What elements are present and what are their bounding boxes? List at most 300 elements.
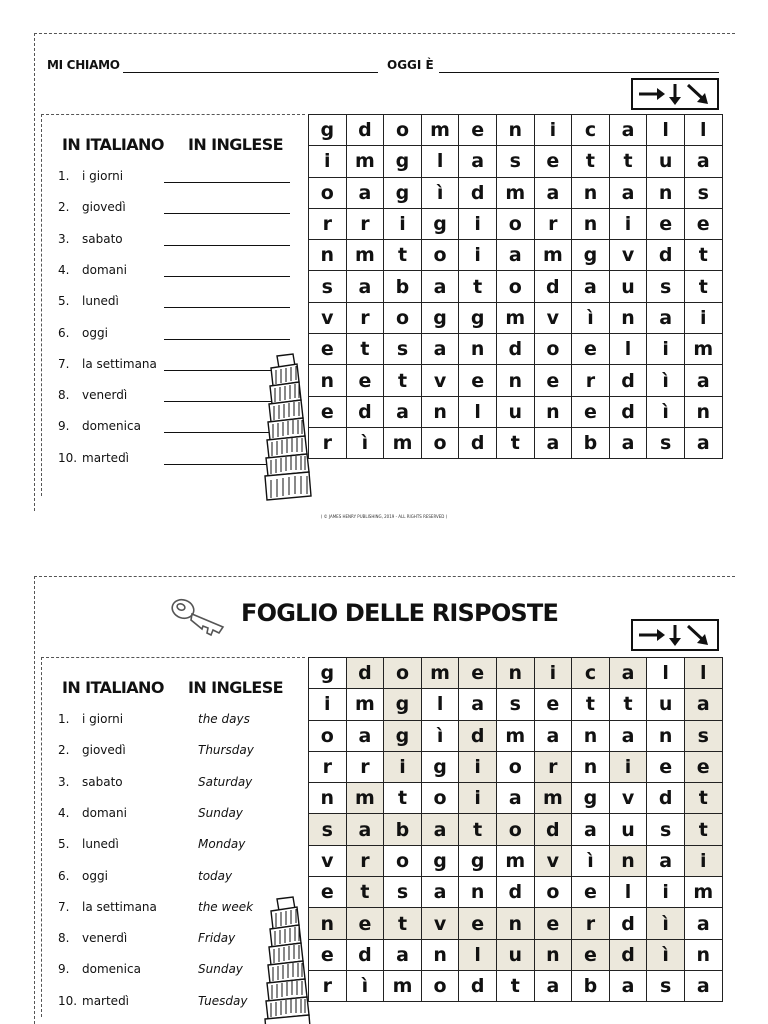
grid-cell: n bbox=[309, 908, 347, 939]
grid-cell[interactable]: v bbox=[535, 303, 573, 334]
grid-cell[interactable]: e bbox=[309, 397, 347, 428]
grid-cell[interactable]: n bbox=[309, 240, 347, 271]
grid-cell: t bbox=[347, 877, 385, 908]
grid-cell: t bbox=[610, 689, 648, 720]
vocab-number: 10. bbox=[58, 993, 78, 1008]
grid-cell[interactable]: d bbox=[459, 178, 497, 209]
grid-cell[interactable]: a bbox=[572, 271, 610, 302]
vocab-number: 9. bbox=[58, 962, 70, 977]
key-icon bbox=[167, 595, 231, 639]
grid-cell: a bbox=[685, 971, 723, 1002]
grid-cell[interactable]: e bbox=[535, 365, 573, 396]
grid-cell: t bbox=[384, 783, 422, 814]
direction-arrows-icon bbox=[631, 78, 719, 110]
grid-cell: t bbox=[572, 689, 610, 720]
grid-cell: ì bbox=[572, 846, 610, 877]
grid-cell: l bbox=[647, 658, 685, 689]
grid-cell[interactable]: e bbox=[647, 209, 685, 240]
vocab-number: 7. bbox=[58, 356, 70, 371]
grid-cell: r bbox=[309, 752, 347, 783]
grid-cell: n bbox=[459, 877, 497, 908]
grid-cell: i bbox=[685, 846, 723, 877]
english-column-header: IN INGLESE bbox=[188, 135, 283, 154]
grid-cell[interactable]: v bbox=[422, 365, 460, 396]
grid-cell: a bbox=[685, 908, 723, 939]
vocab-number: 4. bbox=[58, 805, 70, 820]
grid-cell: n bbox=[422, 940, 460, 971]
grid-cell[interactable]: n bbox=[572, 178, 610, 209]
grid-cell[interactable]: a bbox=[685, 146, 723, 177]
vocab-number: 4. bbox=[58, 262, 70, 277]
grid-cell[interactable]: d bbox=[459, 428, 497, 459]
answer-blank-line[interactable] bbox=[164, 213, 290, 214]
grid-cell: g bbox=[459, 846, 497, 877]
grid-cell[interactable]: n bbox=[422, 397, 460, 428]
vocab-number: 2. bbox=[58, 743, 70, 758]
word-search-grid[interactable] bbox=[308, 114, 723, 459]
grid-cell[interactable]: d bbox=[347, 115, 385, 146]
grid-cell: d bbox=[459, 971, 497, 1002]
vocab-italian-word: sabato bbox=[82, 774, 123, 789]
grid-cell: d bbox=[535, 814, 573, 845]
vocab-number: 9. bbox=[58, 419, 70, 434]
grid-cell: a bbox=[535, 971, 573, 1002]
grid-cell: s bbox=[497, 689, 535, 720]
italian-column-header: IN ITALIANO bbox=[62, 135, 164, 154]
grid-cell: m bbox=[384, 971, 422, 1002]
grid-cell[interactable]: r bbox=[572, 365, 610, 396]
vocab-italian-word: lunedì bbox=[82, 294, 119, 309]
grid-cell[interactable]: o bbox=[535, 334, 573, 365]
answer-word-search-grid bbox=[308, 657, 723, 1002]
grid-cell[interactable]: e bbox=[572, 334, 610, 365]
grid-cell[interactable]: u bbox=[610, 271, 648, 302]
grid-cell: ì bbox=[647, 940, 685, 971]
vocab-italian-word: domenica bbox=[82, 419, 141, 434]
grid-cell[interactable]: t bbox=[384, 240, 422, 271]
grid-cell[interactable]: u bbox=[497, 397, 535, 428]
grid-cell: e bbox=[685, 752, 723, 783]
grid-cell: i bbox=[384, 752, 422, 783]
grid-cell[interactable]: c bbox=[572, 115, 610, 146]
grid-cell: b bbox=[572, 971, 610, 1002]
name-field-line[interactable] bbox=[123, 72, 378, 73]
grid-cell[interactable]: r bbox=[309, 428, 347, 459]
grid-cell[interactable]: o bbox=[497, 209, 535, 240]
vocab-english-answer: Thursday bbox=[198, 743, 254, 758]
vocab-italian-word: oggi bbox=[82, 325, 108, 340]
grid-cell: l bbox=[459, 940, 497, 971]
grid-cell: ì bbox=[647, 908, 685, 939]
vocab-italian-word: i giorni bbox=[82, 169, 124, 183]
copyright-notice: ( © JAMES HENRY PUBLISHING, 2019 - ALL RIGHTS RESERVED ) bbox=[320, 514, 448, 519]
vocab-number: 3. bbox=[58, 231, 70, 246]
grid-cell[interactable]: ì bbox=[347, 428, 385, 459]
grid-cell[interactable]: a bbox=[610, 115, 648, 146]
grid-cell: n bbox=[497, 658, 535, 689]
grid-cell: o bbox=[422, 783, 460, 814]
grid-cell[interactable]: r bbox=[309, 209, 347, 240]
grid-cell[interactable]: e bbox=[535, 146, 573, 177]
grid-cell[interactable]: l bbox=[610, 334, 648, 365]
grid-cell: n bbox=[610, 846, 648, 877]
grid-cell: g bbox=[422, 752, 460, 783]
grid-cell: t bbox=[685, 814, 723, 845]
grid-cell: m bbox=[347, 783, 385, 814]
grid-cell: i bbox=[459, 783, 497, 814]
grid-cell[interactable]: b bbox=[572, 428, 610, 459]
grid-cell[interactable]: d bbox=[347, 397, 385, 428]
grid-cell[interactable]: n bbox=[309, 365, 347, 396]
vocab-italian-word: sabato bbox=[82, 231, 123, 246]
vocab-number: 6. bbox=[58, 325, 70, 340]
grid-cell: m bbox=[347, 689, 385, 720]
grid-cell: a bbox=[384, 940, 422, 971]
grid-cell: s bbox=[647, 814, 685, 845]
grid-cell[interactable]: m bbox=[422, 115, 460, 146]
grid-cell: v bbox=[610, 783, 648, 814]
grid-cell[interactable]: o bbox=[384, 303, 422, 334]
grid-cell[interactable]: m bbox=[384, 428, 422, 459]
grid-cell: n bbox=[497, 908, 535, 939]
grid-cell: n bbox=[647, 721, 685, 752]
grid-cell: a bbox=[572, 814, 610, 845]
grid-cell[interactable]: n bbox=[610, 303, 648, 334]
grid-cell: t bbox=[459, 814, 497, 845]
vocab-english-answer: today bbox=[198, 868, 233, 883]
grid-cell[interactable]: a bbox=[610, 428, 648, 459]
grid-cell: n bbox=[535, 940, 573, 971]
grid-cell[interactable]: n bbox=[685, 397, 723, 428]
grid-cell: d bbox=[610, 908, 648, 939]
grid-cell[interactable]: d bbox=[535, 271, 573, 302]
grid-cell: a bbox=[610, 971, 648, 1002]
grid-cell[interactable]: t bbox=[384, 365, 422, 396]
grid-cell[interactable]: u bbox=[647, 146, 685, 177]
grid-cell[interactable]: n bbox=[497, 115, 535, 146]
grid-cell[interactable]: a bbox=[497, 240, 535, 271]
grid-cell: e bbox=[572, 877, 610, 908]
vocab-italian-word: martedì bbox=[82, 993, 130, 1008]
grid-cell[interactable]: i bbox=[610, 209, 648, 240]
grid-cell: o bbox=[497, 752, 535, 783]
grid-cell[interactable]: a bbox=[610, 178, 648, 209]
grid-cell[interactable]: ì bbox=[422, 178, 460, 209]
grid-cell[interactable]: s bbox=[685, 178, 723, 209]
grid-cell[interactable]: r bbox=[347, 209, 385, 240]
grid-cell[interactable]: t bbox=[497, 428, 535, 459]
grid-cell[interactable]: o bbox=[422, 240, 460, 271]
grid-cell: l bbox=[422, 689, 460, 720]
grid-cell[interactable]: r bbox=[347, 303, 385, 334]
grid-cell[interactable]: g bbox=[422, 303, 460, 334]
vocab-number: 5. bbox=[58, 837, 70, 852]
grid-cell[interactable]: e bbox=[309, 334, 347, 365]
answer-blank-line[interactable] bbox=[164, 245, 290, 246]
grid-cell: d bbox=[497, 877, 535, 908]
grid-cell[interactable]: n bbox=[497, 365, 535, 396]
grid-cell: a bbox=[459, 689, 497, 720]
grid-cell[interactable]: g bbox=[422, 209, 460, 240]
grid-cell[interactable]: r bbox=[535, 209, 573, 240]
grid-cell[interactable]: g bbox=[459, 303, 497, 334]
grid-cell[interactable]: a bbox=[422, 271, 460, 302]
vocab-italian-word: lunedì bbox=[82, 837, 119, 852]
worksheet bbox=[34, 33, 735, 511]
grid-cell: v bbox=[535, 846, 573, 877]
grid-cell: t bbox=[685, 783, 723, 814]
grid-cell: c bbox=[572, 658, 610, 689]
grid-cell: n bbox=[685, 940, 723, 971]
grid-cell[interactable]: b bbox=[384, 271, 422, 302]
grid-cell[interactable]: ì bbox=[572, 303, 610, 334]
grid-cell[interactable]: o bbox=[422, 428, 460, 459]
vocab-english-answer: Saturday bbox=[198, 774, 253, 789]
grid-cell: a bbox=[685, 689, 723, 720]
grid-cell[interactable]: t bbox=[459, 271, 497, 302]
grid-cell: s bbox=[685, 721, 723, 752]
grid-cell[interactable]: s bbox=[647, 271, 685, 302]
grid-cell[interactable]: ì bbox=[647, 365, 685, 396]
grid-cell[interactable]: d bbox=[610, 397, 648, 428]
grid-cell: r bbox=[309, 971, 347, 1002]
grid-cell[interactable]: a bbox=[647, 303, 685, 334]
grid-cell: v bbox=[422, 908, 460, 939]
grid-cell[interactable]: ì bbox=[647, 397, 685, 428]
grid-cell[interactable]: a bbox=[347, 271, 385, 302]
grid-cell[interactable]: d bbox=[497, 334, 535, 365]
grid-cell: g bbox=[384, 721, 422, 752]
answer-sheet-title: FOGLIO DELLE RISPOSTE bbox=[241, 599, 559, 627]
grid-cell: a bbox=[347, 721, 385, 752]
answer-blank-line[interactable] bbox=[164, 307, 290, 308]
grid-cell: d bbox=[647, 783, 685, 814]
vocab-english-answer: Friday bbox=[198, 931, 236, 946]
grid-cell[interactable]: a bbox=[347, 178, 385, 209]
leaning-tower-of-pisa-icon bbox=[257, 352, 321, 502]
grid-cell[interactable]: l bbox=[422, 146, 460, 177]
grid-cell: r bbox=[347, 846, 385, 877]
grid-cell: n bbox=[572, 721, 610, 752]
grid-cell: b bbox=[384, 814, 422, 845]
grid-cell: g bbox=[572, 783, 610, 814]
grid-cell: n bbox=[572, 752, 610, 783]
grid-cell: e bbox=[647, 752, 685, 783]
grid-cell[interactable]: i bbox=[459, 240, 497, 271]
grid-cell: u bbox=[497, 940, 535, 971]
grid-cell: d bbox=[347, 940, 385, 971]
date-label: OGGI È bbox=[387, 58, 434, 72]
grid-cell[interactable]: i bbox=[685, 303, 723, 334]
grid-cell: u bbox=[647, 689, 685, 720]
grid-cell[interactable]: e bbox=[459, 365, 497, 396]
grid-cell: a bbox=[647, 846, 685, 877]
grid-cell: o bbox=[384, 846, 422, 877]
answer-sheet bbox=[34, 576, 735, 1024]
vocab-number: 8. bbox=[58, 931, 70, 946]
vocab-english-answer: Tuesday bbox=[198, 993, 248, 1008]
vocab-number: 10. bbox=[58, 450, 78, 465]
grid-cell: e bbox=[535, 689, 573, 720]
vocab-number: 7. bbox=[58, 899, 70, 914]
grid-cell: s bbox=[309, 814, 347, 845]
grid-cell: i bbox=[309, 689, 347, 720]
grid-cell: ì bbox=[422, 721, 460, 752]
grid-cell[interactable]: o bbox=[384, 115, 422, 146]
grid-cell[interactable]: i bbox=[535, 115, 573, 146]
grid-cell[interactable]: g bbox=[309, 115, 347, 146]
grid-cell[interactable]: a bbox=[422, 334, 460, 365]
grid-cell[interactable]: i bbox=[647, 334, 685, 365]
grid-cell[interactable]: e bbox=[572, 397, 610, 428]
leaning-tower-of-pisa-icon bbox=[257, 895, 321, 1024]
grid-cell[interactable]: n bbox=[647, 178, 685, 209]
grid-cell[interactable]: m bbox=[347, 146, 385, 177]
grid-cell[interactable]: a bbox=[685, 428, 723, 459]
grid-cell: e bbox=[459, 658, 497, 689]
grid-cell[interactable]: d bbox=[647, 240, 685, 271]
grid-cell: e bbox=[347, 908, 385, 939]
grid-cell[interactable]: l bbox=[459, 397, 497, 428]
grid-cell[interactable]: n bbox=[459, 334, 497, 365]
date-field-line[interactable] bbox=[439, 72, 719, 73]
grid-cell: d bbox=[610, 940, 648, 971]
grid-cell: o bbox=[309, 721, 347, 752]
grid-cell[interactable]: i bbox=[459, 209, 497, 240]
grid-cell: t bbox=[384, 908, 422, 939]
grid-cell: a bbox=[497, 783, 535, 814]
grid-cell: m bbox=[422, 658, 460, 689]
grid-cell[interactable]: v bbox=[309, 303, 347, 334]
vocab-english-answer: Sunday bbox=[198, 805, 243, 820]
answer-blank-line[interactable] bbox=[164, 182, 290, 183]
grid-cell: m bbox=[535, 783, 573, 814]
grid-cell: a bbox=[610, 721, 648, 752]
grid-cell: g bbox=[422, 846, 460, 877]
grid-cell[interactable]: s bbox=[309, 271, 347, 302]
answer-blank-line[interactable] bbox=[164, 339, 290, 340]
grid-cell[interactable]: t bbox=[347, 334, 385, 365]
grid-cell: r bbox=[572, 908, 610, 939]
grid-cell[interactable]: m bbox=[685, 334, 723, 365]
grid-cell: i bbox=[647, 877, 685, 908]
vocab-number: 3. bbox=[58, 774, 70, 789]
grid-cell[interactable]: v bbox=[610, 240, 648, 271]
vocab-italian-word: domani bbox=[82, 805, 127, 820]
grid-cell: o bbox=[535, 877, 573, 908]
grid-cell: e bbox=[572, 940, 610, 971]
english-column-header: IN INGLESE bbox=[188, 678, 283, 697]
grid-cell[interactable]: a bbox=[459, 146, 497, 177]
grid-cell[interactable]: s bbox=[497, 146, 535, 177]
grid-cell[interactable]: t bbox=[610, 146, 648, 177]
grid-cell[interactable]: g bbox=[384, 178, 422, 209]
grid-cell[interactable]: g bbox=[572, 240, 610, 271]
grid-cell[interactable]: i bbox=[309, 146, 347, 177]
vocab-number: 1. bbox=[58, 169, 70, 183]
grid-cell: n bbox=[309, 783, 347, 814]
vocab-number: 5. bbox=[58, 294, 70, 309]
grid-cell[interactable]: m bbox=[535, 240, 573, 271]
grid-cell: o bbox=[497, 814, 535, 845]
vocab-number: 6. bbox=[58, 868, 70, 883]
grid-cell[interactable]: t bbox=[685, 271, 723, 302]
grid-cell: t bbox=[497, 971, 535, 1002]
grid-cell: r bbox=[347, 752, 385, 783]
grid-cell[interactable]: e bbox=[459, 115, 497, 146]
grid-cell: g bbox=[309, 658, 347, 689]
grid-cell: m bbox=[685, 877, 723, 908]
grid-cell: e bbox=[309, 940, 347, 971]
grid-cell: a bbox=[422, 814, 460, 845]
vocab-italian-word: domenica bbox=[82, 962, 141, 977]
grid-cell: a bbox=[535, 721, 573, 752]
grid-cell: e bbox=[309, 877, 347, 908]
grid-cell[interactable]: g bbox=[384, 146, 422, 177]
grid-cell: a bbox=[610, 658, 648, 689]
vocab-number: 1. bbox=[58, 712, 70, 726]
grid-cell: r bbox=[535, 752, 573, 783]
vocab-english-answer: the days bbox=[198, 712, 250, 726]
grid-cell[interactable]: t bbox=[685, 240, 723, 271]
italian-column-header: IN ITALIANO bbox=[62, 678, 164, 697]
grid-cell[interactable]: e bbox=[347, 365, 385, 396]
grid-cell[interactable]: s bbox=[647, 428, 685, 459]
grid-cell[interactable]: d bbox=[610, 365, 648, 396]
grid-cell: i bbox=[459, 752, 497, 783]
grid-cell[interactable]: a bbox=[535, 178, 573, 209]
grid-cell: a bbox=[422, 877, 460, 908]
grid-cell[interactable]: m bbox=[497, 178, 535, 209]
grid-cell[interactable]: o bbox=[309, 178, 347, 209]
vocab-italian-word: la settimana bbox=[82, 899, 157, 914]
grid-cell: d bbox=[459, 721, 497, 752]
grid-cell[interactable]: l bbox=[647, 115, 685, 146]
vocab-italian-word: domani bbox=[82, 262, 127, 277]
name-label: MI CHIAMO bbox=[47, 58, 120, 72]
grid-cell: a bbox=[347, 814, 385, 845]
grid-cell: ì bbox=[347, 971, 385, 1002]
grid-cell[interactable]: o bbox=[497, 271, 535, 302]
grid-cell: o bbox=[422, 971, 460, 1002]
vocab-italian-word: la settimana bbox=[82, 356, 157, 371]
grid-cell[interactable]: l bbox=[685, 115, 723, 146]
grid-cell: e bbox=[459, 908, 497, 939]
grid-cell[interactable]: e bbox=[685, 209, 723, 240]
grid-cell[interactable]: a bbox=[685, 365, 723, 396]
answer-blank-line[interactable] bbox=[164, 276, 290, 277]
vocab-italian-word: giovedì bbox=[82, 200, 126, 215]
grid-cell[interactable]: n bbox=[572, 209, 610, 240]
grid-cell[interactable]: m bbox=[347, 240, 385, 271]
grid-cell: s bbox=[647, 971, 685, 1002]
vocab-italian-word: giovedì bbox=[82, 743, 126, 758]
vocab-italian-word: venerdì bbox=[82, 931, 128, 946]
vocab-english-answer: Monday bbox=[198, 837, 246, 852]
vocab-number: 2. bbox=[58, 200, 70, 215]
grid-cell[interactable]: i bbox=[384, 209, 422, 240]
vocab-english-answer: Sunday bbox=[198, 962, 243, 977]
grid-cell[interactable]: n bbox=[535, 397, 573, 428]
grid-cell[interactable]: a bbox=[384, 397, 422, 428]
grid-cell[interactable]: a bbox=[535, 428, 573, 459]
vocab-italian-word: martedì bbox=[82, 450, 130, 465]
grid-cell[interactable]: s bbox=[384, 334, 422, 365]
grid-cell: m bbox=[497, 721, 535, 752]
grid-cell[interactable]: m bbox=[497, 303, 535, 334]
grid-cell: v bbox=[309, 846, 347, 877]
grid-cell[interactable]: t bbox=[572, 146, 610, 177]
